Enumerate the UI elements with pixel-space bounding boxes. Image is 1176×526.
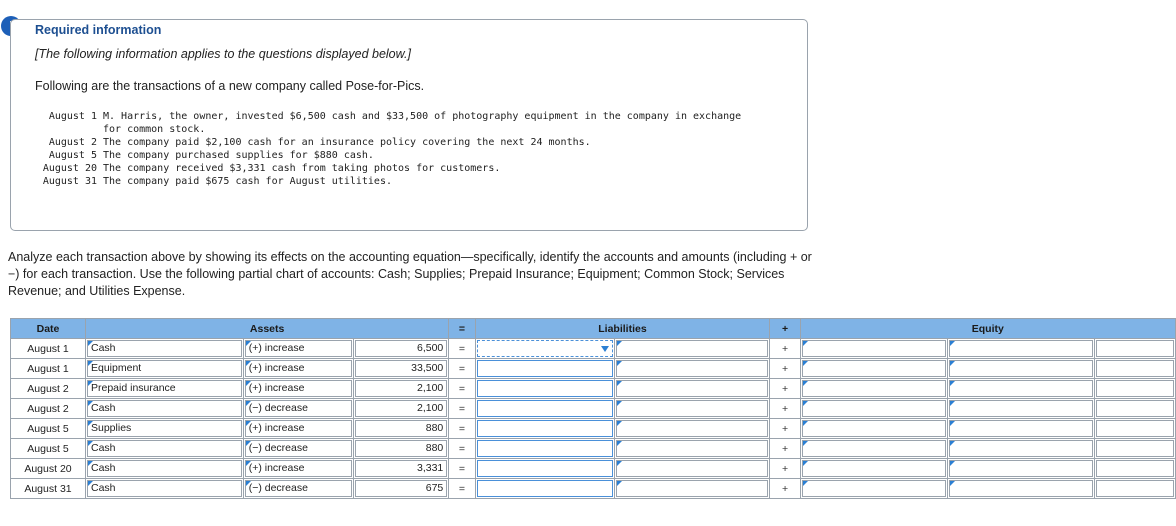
- equity-direction-cell: [947, 419, 1094, 439]
- asset-account-value: Cash: [91, 442, 116, 454]
- table-row: [11, 479, 1176, 499]
- equity-amount-input[interactable]: [1096, 400, 1174, 417]
- required-info-intro: Following are the transactions of a new company called Pose-for-Pics.: [35, 79, 425, 93]
- asset-amount-input[interactable]: 675: [355, 480, 447, 497]
- liability-amount-input[interactable]: [616, 360, 768, 377]
- equity-amount-cell: [1094, 359, 1175, 379]
- asset-account-cell: [86, 419, 244, 439]
- flag-icon: [803, 381, 808, 386]
- transaction-date: August 20: [42, 163, 97, 174]
- asset-amount-input[interactable]: 33,500: [355, 360, 447, 377]
- liability-account-select[interactable]: [477, 360, 614, 377]
- equity-amount-cell: [1094, 379, 1175, 399]
- transaction-text: The company paid $675 cash for August utilities.: [103, 176, 392, 187]
- equals-sign: =: [449, 419, 475, 439]
- equity-amount-cell: [1094, 339, 1175, 359]
- equity-amount-cell: [1094, 479, 1175, 499]
- equity-amount-input[interactable]: [1096, 440, 1174, 457]
- asset-amount-input[interactable]: 3,331: [355, 460, 447, 477]
- equity-amount-cell: [1094, 399, 1175, 419]
- equity-direction-select[interactable]: [949, 340, 1093, 357]
- equals-sign: =: [449, 439, 475, 459]
- liability-account-cell: [475, 339, 615, 359]
- asset-account-value: Supplies: [91, 422, 132, 434]
- liability-amount-cell: [615, 479, 770, 499]
- transaction-list: [34, 110, 753, 188]
- asset-account-select[interactable]: [87, 340, 242, 357]
- equity-amount-input[interactable]: [1096, 360, 1174, 377]
- plus-sign: +: [770, 439, 800, 459]
- liability-amount-cell: [615, 459, 770, 479]
- asset-direction-select[interactable]: [245, 360, 353, 377]
- transaction-item: [34, 149, 753, 162]
- transaction-item: [34, 110, 753, 136]
- flag-icon: [950, 401, 955, 406]
- header-equals: =: [449, 319, 475, 339]
- equity-account-cell: [800, 479, 947, 499]
- asset-amount-input[interactable]: 880: [355, 420, 447, 437]
- flag-icon: [617, 481, 622, 486]
- asset-account-select[interactable]: [87, 480, 242, 497]
- asset-direction-cell: [243, 459, 354, 479]
- flag-icon: [617, 461, 622, 466]
- asset-direction-select[interactable]: [245, 420, 353, 437]
- liability-amount-input[interactable]: [616, 420, 768, 437]
- row-date: August 2: [11, 399, 86, 419]
- liability-account-cell: [475, 459, 615, 479]
- flag-icon: [950, 421, 955, 426]
- liability-amount-cell: [615, 439, 770, 459]
- asset-direction-value: (−) decrease: [248, 402, 308, 414]
- asset-account-select[interactable]: [87, 380, 242, 397]
- header-liabilities: Liabilities: [475, 319, 770, 339]
- table-row: [11, 439, 1176, 459]
- row-date: August 5: [11, 439, 86, 459]
- flag-icon: [88, 421, 93, 426]
- liability-account-cell: [475, 479, 615, 499]
- flag-icon: [617, 361, 622, 366]
- asset-amount-cell: [354, 459, 449, 479]
- equity-amount-cell: [1094, 419, 1175, 439]
- liability-account-cell: [475, 439, 615, 459]
- equals-sign: =: [449, 379, 475, 399]
- chevron-down-icon: [601, 346, 609, 352]
- equity-account-select[interactable]: [802, 460, 946, 477]
- asset-account-select[interactable]: [87, 360, 242, 377]
- equity-direction-cell: [947, 439, 1094, 459]
- equity-amount-input[interactable]: [1096, 420, 1174, 437]
- asset-account-cell: [86, 479, 244, 499]
- equity-amount-input[interactable]: [1096, 380, 1174, 397]
- plus-sign: +: [770, 479, 800, 499]
- equals-sign: =: [449, 339, 475, 359]
- asset-account-value: Prepaid insurance: [91, 382, 176, 394]
- flag-icon: [803, 481, 808, 486]
- equity-account-cell: [800, 419, 947, 439]
- flag-icon: [246, 421, 251, 426]
- asset-direction-value: (+) increase: [248, 362, 305, 374]
- asset-direction-select[interactable]: [245, 460, 353, 477]
- transaction-item: [34, 136, 753, 149]
- liability-account-select[interactable]: [477, 420, 614, 437]
- liability-account-cell: [475, 419, 615, 439]
- equity-direction-select[interactable]: [949, 440, 1093, 457]
- equals-sign: =: [449, 459, 475, 479]
- instructions-text: Analyze each transaction above by showing its effects on the accounting equation—specifically, identify the accounts and amounts (including + or −) for each transaction. Use the following partial chart of accounts: Cash; Supplies; Prepaid Insurance; Equipment; Common Stock; Services Revenue; and Utilities Expense.: [8, 250, 812, 298]
- liability-account-select[interactable]: [477, 440, 614, 457]
- asset-direction-select[interactable]: [245, 340, 353, 357]
- flag-icon: [88, 361, 93, 366]
- flag-icon: [803, 361, 808, 366]
- transaction-date: August 2: [48, 137, 97, 148]
- liability-account-select[interactable]: [477, 480, 614, 497]
- asset-direction-select[interactable]: [245, 480, 353, 497]
- flag-icon: [803, 341, 808, 346]
- liability-account-cell: [475, 379, 615, 399]
- asset-direction-cell: [243, 439, 354, 459]
- equity-account-select[interactable]: [802, 360, 946, 377]
- equity-direction-cell: [947, 359, 1094, 379]
- asset-direction-cell: [243, 359, 354, 379]
- liability-amount-cell: [615, 359, 770, 379]
- required-info-title: Required information: [35, 23, 162, 37]
- plus-sign: +: [770, 459, 800, 479]
- equity-direction-select[interactable]: [949, 480, 1093, 497]
- asset-account-value: Cash: [91, 342, 116, 354]
- transaction-text: The company received $3,331 cash from taking photos for customers.: [103, 163, 501, 174]
- liability-account-select[interactable]: [477, 400, 614, 417]
- equity-direction-cell: [947, 379, 1094, 399]
- liability-amount-input[interactable]: [616, 440, 768, 457]
- flag-icon: [617, 421, 622, 426]
- asset-account-value: Cash: [91, 462, 116, 474]
- liability-amount-input[interactable]: [616, 340, 768, 357]
- row-date: August 5: [11, 419, 86, 439]
- asset-direction-value: (+) increase: [248, 382, 305, 394]
- equity-direction-select[interactable]: [949, 420, 1093, 437]
- flag-icon: [88, 381, 93, 386]
- row-date: August 31: [11, 479, 86, 499]
- liability-amount-input[interactable]: [616, 380, 768, 397]
- asset-amount-cell: [354, 359, 449, 379]
- asset-amount-cell: [354, 379, 449, 399]
- liability-account-dropdown[interactable]: [477, 340, 614, 357]
- flag-icon: [88, 481, 93, 486]
- equity-account-cell: [800, 399, 947, 419]
- equity-amount-input[interactable]: [1096, 460, 1174, 477]
- equity-direction-select[interactable]: [949, 400, 1093, 417]
- flag-icon: [246, 381, 251, 386]
- flag-icon: [617, 341, 622, 346]
- asset-amount-cell: [354, 439, 449, 459]
- table-header-row: [11, 319, 1176, 339]
- asset-direction-value: (+) increase: [248, 462, 305, 474]
- equity-account-cell: [800, 459, 947, 479]
- flag-icon: [88, 401, 93, 406]
- asset-account-value: Cash: [91, 402, 116, 414]
- table-row: [11, 339, 1176, 359]
- table-row: [11, 419, 1176, 439]
- asset-amount-cell: [354, 399, 449, 419]
- equity-direction-select[interactable]: [949, 360, 1093, 377]
- asset-account-value: Equipment: [91, 362, 142, 374]
- asset-direction-value: (−) decrease: [248, 482, 308, 494]
- equity-amount-input[interactable]: [1096, 340, 1174, 357]
- asset-direction-value: (+) increase: [248, 422, 305, 434]
- transaction-text: M. Harris, the owner, invested $6,500 cash and $33,500 of photography equipment in the company in exchange for common stock.: [103, 111, 742, 135]
- liability-amount-cell: [615, 399, 770, 419]
- asset-account-cell: [86, 439, 244, 459]
- equity-account-select[interactable]: [802, 380, 946, 397]
- asset-amount-cell: [354, 419, 449, 439]
- equity-direction-cell: [947, 339, 1094, 359]
- equity-account-cell: [800, 339, 947, 359]
- equity-account-select[interactable]: [802, 340, 946, 357]
- table-row: [11, 399, 1176, 419]
- flag-icon: [617, 441, 622, 446]
- plus-sign: +: [770, 339, 800, 359]
- flag-icon: [88, 341, 93, 346]
- asset-direction-cell: [243, 399, 354, 419]
- plus-sign: +: [770, 399, 800, 419]
- row-date: August 2: [11, 379, 86, 399]
- header-plus: +: [770, 319, 800, 339]
- equity-account-select[interactable]: [802, 440, 946, 457]
- header-equity: Equity: [800, 319, 1175, 339]
- flag-icon: [950, 361, 955, 366]
- asset-account-value: Cash: [91, 482, 116, 494]
- asset-account-select[interactable]: [87, 400, 242, 417]
- required-info-subtitle: [The following information applies to the questions displayed below.]: [35, 47, 411, 61]
- asset-account-select[interactable]: [87, 420, 242, 437]
- asset-direction-select[interactable]: [245, 400, 353, 417]
- equity-amount-cell: [1094, 439, 1175, 459]
- table-row: [11, 459, 1176, 479]
- liability-account-cell: [475, 359, 615, 379]
- equity-account-select[interactable]: [802, 400, 946, 417]
- equity-direction-select[interactable]: [949, 380, 1093, 397]
- asset-amount-input[interactable]: 6,500: [355, 340, 447, 357]
- equity-account-select[interactable]: [802, 420, 946, 437]
- transaction-date: August 31: [42, 176, 97, 187]
- asset-amount-input[interactable]: 2,100: [355, 400, 447, 417]
- flag-icon: [950, 461, 955, 466]
- equity-account-cell: [800, 379, 947, 399]
- liability-account-select[interactable]: [477, 380, 614, 397]
- liability-amount-input[interactable]: [616, 400, 768, 417]
- accounting-equation-table: [10, 318, 1176, 499]
- transaction-date: August 1: [48, 111, 97, 122]
- asset-account-cell: [86, 359, 244, 379]
- flag-icon: [803, 401, 808, 406]
- equity-account-cell: [800, 359, 947, 379]
- asset-direction-value: (+) increase: [248, 342, 305, 354]
- flag-icon: [950, 481, 955, 486]
- equals-sign: =: [449, 359, 475, 379]
- plus-sign: +: [770, 379, 800, 399]
- equity-direction-cell: [947, 459, 1094, 479]
- transaction-item: [34, 175, 753, 188]
- equity-direction-cell: [947, 479, 1094, 499]
- transaction-text: The company purchased supplies for $880 cash.: [103, 150, 374, 161]
- equals-sign: =: [449, 479, 475, 499]
- flag-icon: [246, 481, 251, 486]
- flag-icon: [950, 341, 955, 346]
- flag-icon: [88, 461, 93, 466]
- flag-icon: [246, 401, 251, 406]
- table-row: [11, 359, 1176, 379]
- asset-amount-input[interactable]: 2,100: [355, 380, 447, 397]
- row-date: August 1: [11, 339, 86, 359]
- table-row: [11, 379, 1176, 399]
- liability-amount-cell: [615, 379, 770, 399]
- flag-icon: [950, 381, 955, 386]
- asset-direction-cell: [243, 339, 354, 359]
- equity-account-cell: [800, 439, 947, 459]
- flag-icon: [617, 381, 622, 386]
- header-date: Date: [11, 319, 86, 339]
- asset-account-select[interactable]: [87, 440, 242, 457]
- liability-account-cell: [475, 399, 615, 419]
- liability-amount-cell: [615, 419, 770, 439]
- transaction-text: The company paid $2,100 cash for an insurance policy covering the next 24 months.: [103, 137, 591, 148]
- equals-sign: =: [449, 399, 475, 419]
- equity-direction-cell: [947, 399, 1094, 419]
- asset-account-cell: [86, 459, 244, 479]
- asset-direction-select[interactable]: [245, 440, 353, 457]
- transaction-item: [34, 162, 753, 175]
- asset-account-cell: [86, 379, 244, 399]
- flag-icon: [246, 441, 251, 446]
- equity-direction-select[interactable]: [949, 460, 1093, 477]
- liability-account-select[interactable]: [477, 460, 614, 477]
- flag-icon: [950, 441, 955, 446]
- flag-icon: [88, 441, 93, 446]
- liability-amount-input[interactable]: [616, 480, 768, 497]
- asset-direction-value: (−) decrease: [248, 442, 308, 454]
- flag-icon: [246, 461, 251, 466]
- asset-amount-input[interactable]: 880: [355, 440, 447, 457]
- flag-icon: [803, 441, 808, 446]
- liability-amount-input[interactable]: [616, 460, 768, 477]
- flag-icon: [617, 401, 622, 406]
- flag-icon: [803, 421, 808, 426]
- asset-direction-cell: [243, 479, 354, 499]
- transaction-date: August 5: [48, 150, 97, 161]
- header-assets: Assets: [86, 319, 449, 339]
- plus-sign: +: [770, 419, 800, 439]
- equity-amount-cell: [1094, 459, 1175, 479]
- asset-account-select[interactable]: [87, 460, 242, 477]
- equity-amount-input[interactable]: [1096, 480, 1174, 497]
- asset-amount-cell: [354, 339, 449, 359]
- row-date: August 1: [11, 359, 86, 379]
- asset-account-cell: [86, 399, 244, 419]
- plus-sign: +: [770, 359, 800, 379]
- row-date: August 20: [11, 459, 86, 479]
- asset-amount-cell: [354, 479, 449, 499]
- asset-direction-cell: [243, 419, 354, 439]
- flag-icon: [246, 341, 251, 346]
- asset-direction-cell: [243, 379, 354, 399]
- equity-account-select[interactable]: [802, 480, 946, 497]
- liability-amount-cell: [615, 339, 770, 359]
- flag-icon: [246, 361, 251, 366]
- asset-direction-select[interactable]: [245, 380, 353, 397]
- asset-account-cell: [86, 339, 244, 359]
- flag-icon: [803, 461, 808, 466]
